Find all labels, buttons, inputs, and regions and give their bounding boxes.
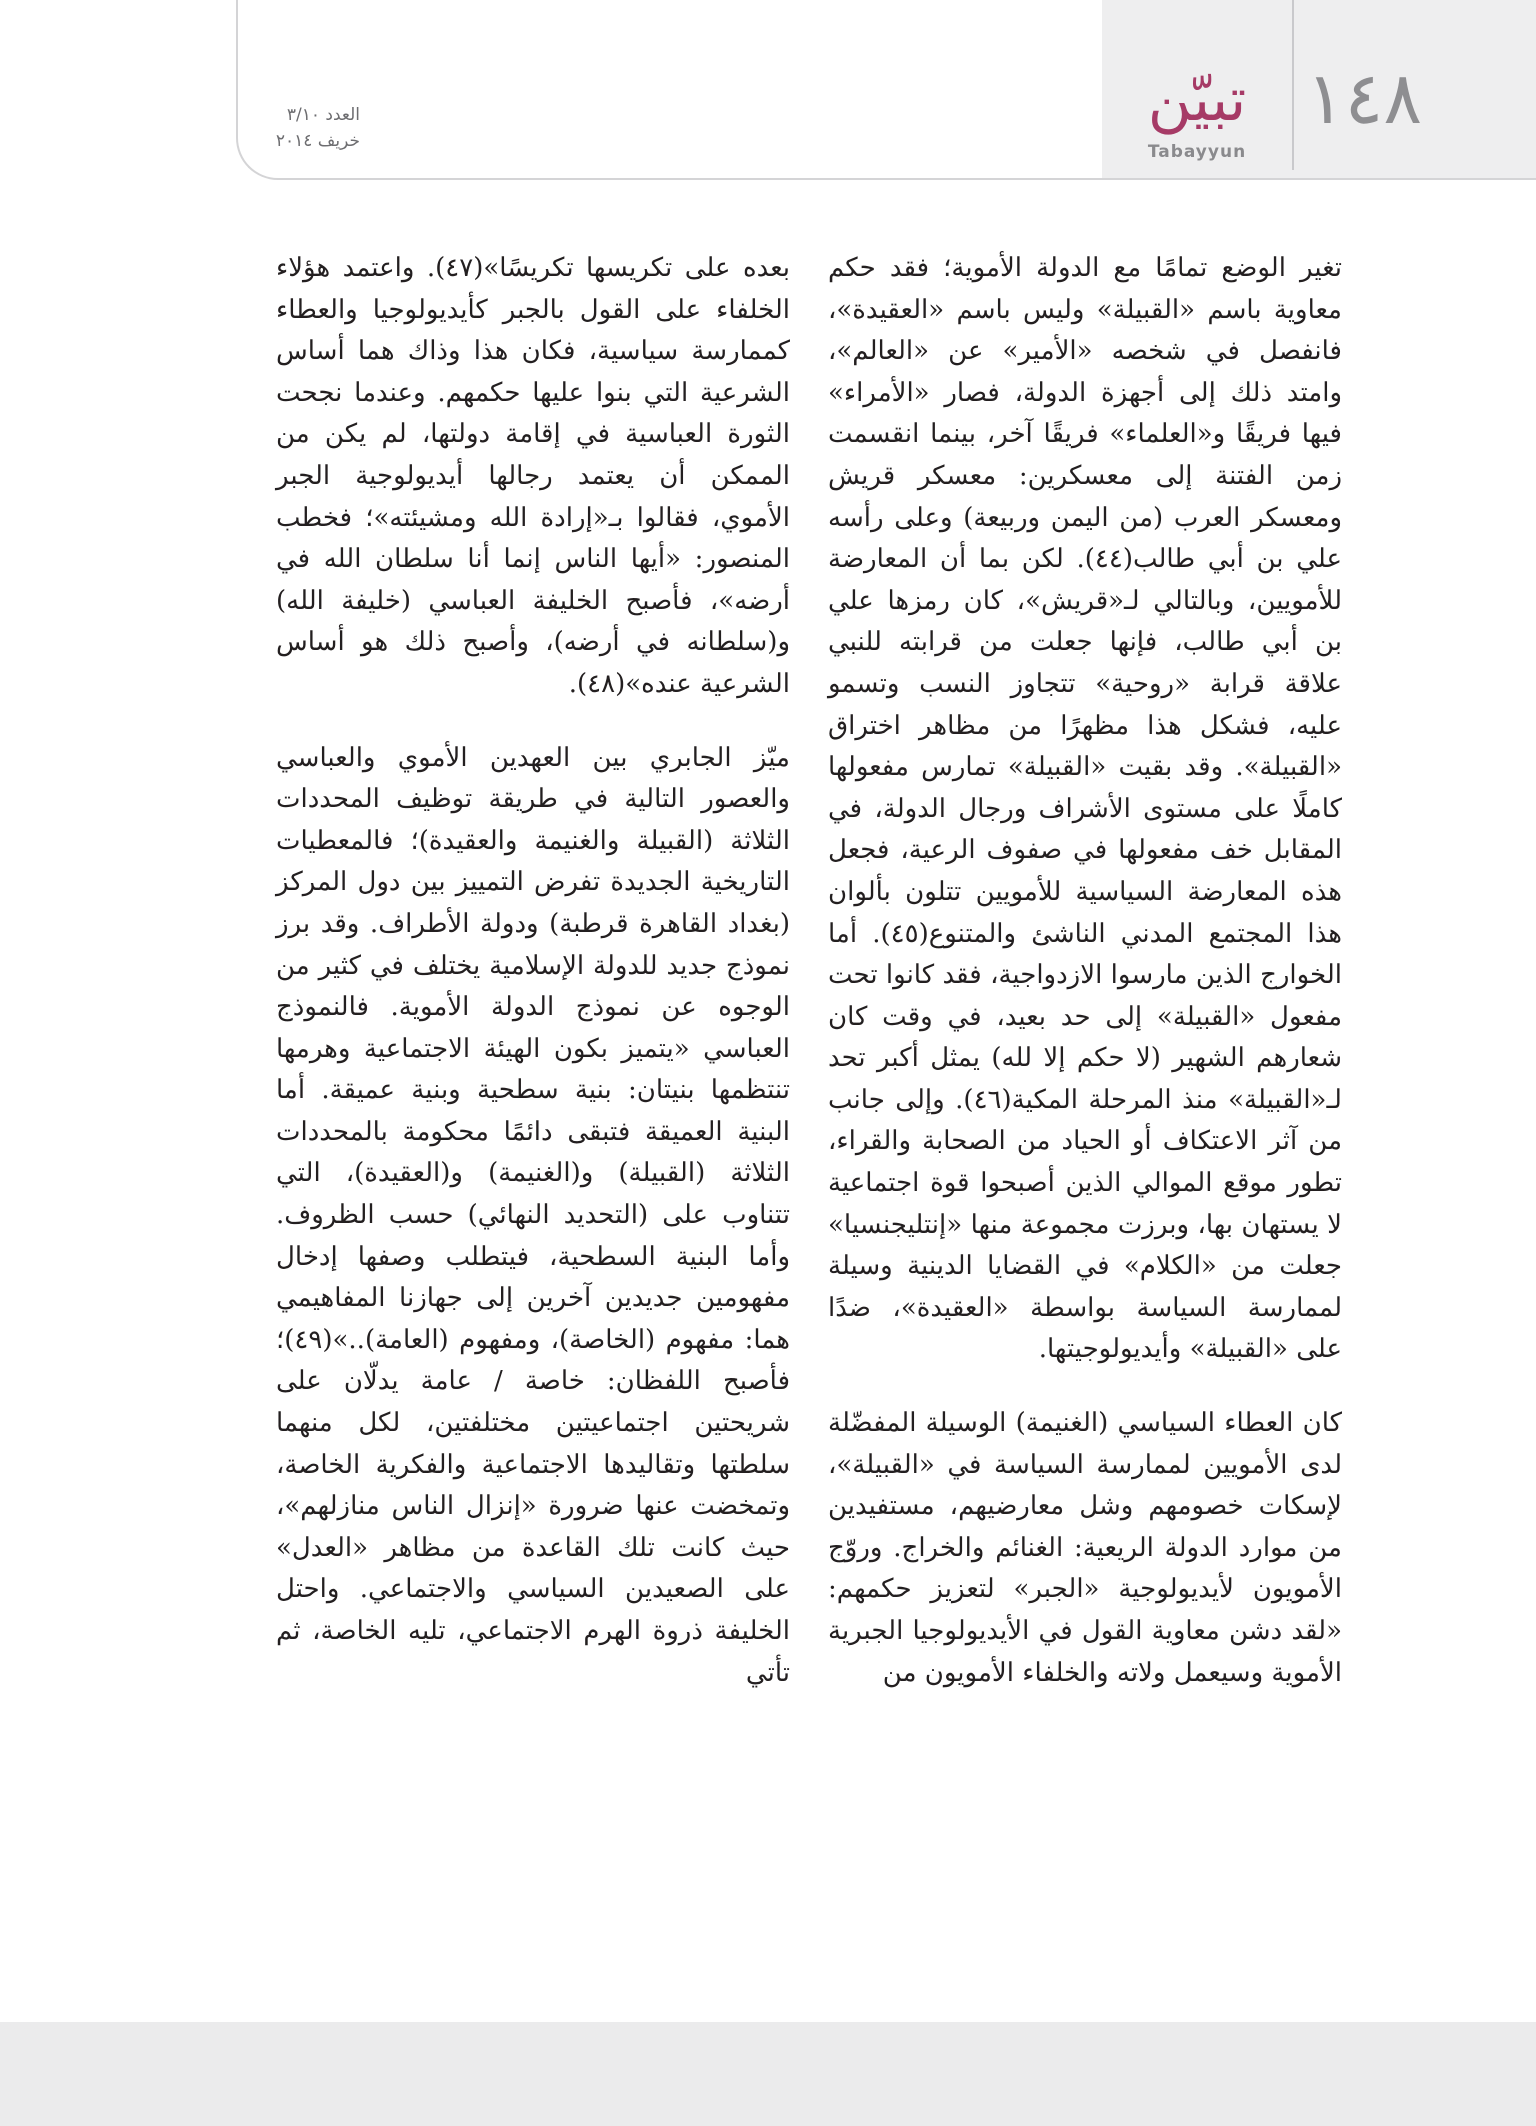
page-footer-band [0,2022,1536,2126]
text-column-left [276,248,790,1694]
header-divider [1292,0,1294,170]
paragraph: تغير الوضع تمامًا مع الدولة الأموية؛ فقد حكم معاوية باسم «القبيلة» وليس باسم «العقيدة»، فانفصل في شخصه «الأمير» عن «العالم»، وامتد ذلك إلى أجهزة الدولة، فصار «الأمراء» فيها فريقًا و«العلماء» فريقًا آخر، بينما انقسمت زمن الفتنة إلى معسكرين: معسكر قريش ومعسكر العرب (من اليمن وربيعة) وعلى رأسه علي بن أبي طالب(٤٤). لكن بما أن المعارضة للأمويين، وبالتالي لـ«قريش»، كان رمزها علي بن أبي طالب، فإنها جعلت من قرابته للنبي علاقة قرابة «روحية» تتجاوز النسب وتسمو عليه، فشكل هذا مظهرًا من مظاهر اختراق «القبيلة». وقد بقيت «القبيلة» تمارس مفعولها كاملًا على مستوى الأشراف ورجال الدولة، في المقابل خف مفعولها في صفوف الرعية، فجعل هذه المعارضة السياسية للأمويين تتلون بألوان هذا المجتمع المدني الناشئ والمتنوع(٤٥). أما الخوارج الذين مارسوا الازدواجية، فقد كانوا تحت مفعول «القبيلة» إلى حد بعيد، في وقت كان شعارهم الشهير (لا حكم إلا لله) يمثل أكبر تحد لـ«القبيلة» منذ المرحلة المكية(٤٦). وإلى جانب من آثر الاعتكاف أو الحياد من الصحابة والقراء، تطور موقع الموالي الذين أصبحوا قوة اجتماعية لا يستهان بها، وبرزت مجموعة منها «إنتليجنسيا» جعلت من «الكلام» في القضايا الدينية وسيلة لممارسة السياسة بواسطة «العقيدة»، ضدًا على «القبيلة» وأيديولوجيتها. [828,253,1342,1365]
paragraph: ميّز الجابري بين العهدين الأموي والعباسي والعصور التالية في طريقة توظيف المحددات الثلاثة (القبيلة والغنيمة والعقيدة)؛ فالمعطيات التاريخية الجديدة تفرض التمييز بين دول المركز (بغداد القاهرة قرطبة) ودولة الأطراف. وقد برز نموذج جديد للدولة الإسلامية يختلف في كثير من الوجوه عن نموذج الدولة الأموية. فالنموذج العباسي «يتميز بكون الهيئة الاجتماعية وهرمها تنتظمها بنيتان: بنية سطحية وبنية عميقة. أما البنية العميقة فتبقى دائمًا محكومة بالمحددات الثلاثة (القبيلة) و(الغنيمة) و(العقيدة)، التي تتناوب على (التحديد النهائي) حسب الظروف. وأما البنية السطحية، فيتطلب وصفها إدخال مفهومين جديدين آخرين إلى جهازنا المفاهيمي هما: مفهوم (الخاصة)، ومفهوم (العامة)..»(٤٩)؛ فأصبح اللفظان: خاصة / عامة يدلّان على شريحتين اجتماعيتين مختلفتين، لكل منهما سلطتها وتقاليدها الاجتماعية والفكرية الخاصة، وتمخضت عنها ضرورة «إنزال الناس منازلهم»، حيث كانت تلك القاعدة من مظاهر «العدل» على الصعيدين السياسي والاجتماعي. واحتل الخليفة ذروة الهرم الاجتماعي، تليه الخاصة، ثم تأتي [276,742,790,1688]
journal-logo [1122,65,1272,170]
page-number: ١٤٨ [1306,56,1423,140]
paragraph: كان العطاء السياسي (الغنيمة) الوسيلة المفضّلة لدى الأمويين لممارسة السياسة في «القبيلة»، لإسكات خصومهم وشل معارضيهم، مستفيدين من موارد الدولة الريعية: الغنائم والخراج. وروّج الأمويون لأيديولوجية «الجبر» لتعزيز حكمهم: «لقد دشن معاوية القول في الأيديولوجيا الجبرية الأموية وسيعمل ولاته والخلفاء الأمويون من [828,1408,1342,1688]
issue-info [240,102,360,154]
paragraph: بعده على تكريسها تكريسًا»(٤٧). واعتمد هؤلاء الخلفاء على القول بالجبر كأيديولوجيا والعطاء كممارسة سياسية، فكان هذا وذاك هما أساس الشرعية التي بنوا عليها حكمهم. وعندما نجحت الثورة العباسية في إقامة دولتها، لم يكن من الممكن أن يعتمد رجالها أيديولوجية الجبر الأموي، فقالوا بـ«إرادة الله ومشيئته»؛ فخطب المنصور: «أيها الناس إنما أنا سلطان الله في أرضه»، فأصبح الخليفة العباسي (خليفة الله) و(سلطانه في أرضه)، وأصبح ذلك هو أساس الشرعية عنده»(٤٨). [276,253,790,699]
text-column-right [828,248,1342,1694]
issue-number: العدد ٣/١٠ [286,105,360,125]
journal-logo-arabic: تبيّن [1147,65,1247,135]
issue-season: خريف ٢٠١٤ [275,131,360,151]
journal-logo-latin: Tabayyun [1147,142,1247,162]
